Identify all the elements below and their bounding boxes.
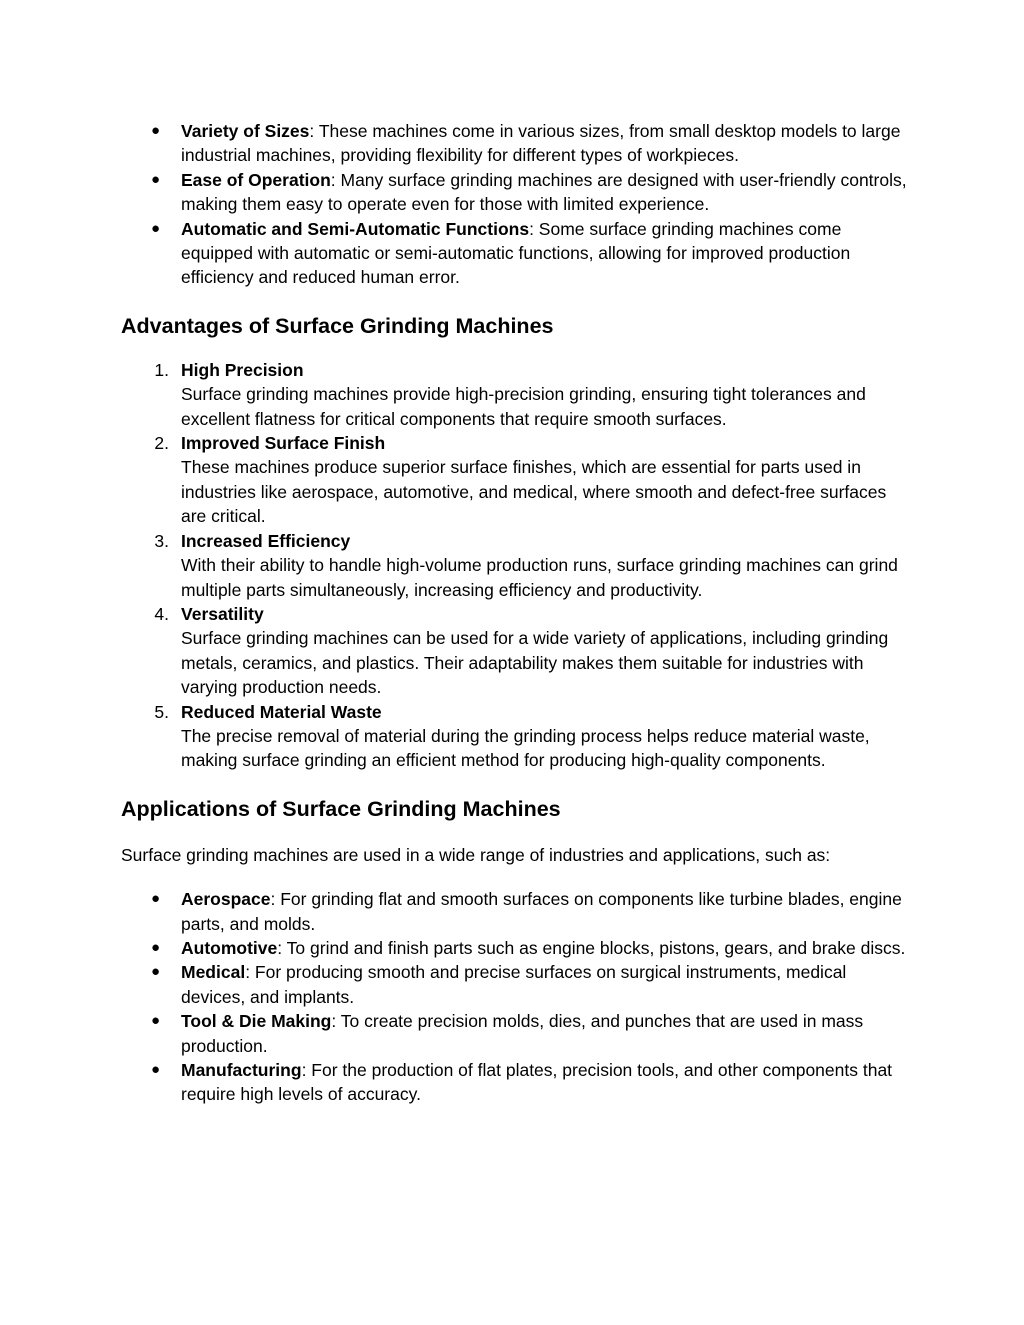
list-item — [121, 431, 911, 529]
document-content — [121, 119, 911, 1107]
item-text: : To create precision molds, dies, and punches that are used in mass production. — [181, 1011, 864, 1056]
item-title: Variety of Sizes — [181, 121, 310, 141]
bullet-icon: ● — [151, 1012, 161, 1030]
list-item — [121, 1009, 911, 1058]
bullet-icon: ● — [151, 1061, 161, 1078]
item-title: Increased Efficiency — [181, 530, 351, 551]
bullet-icon: ● — [151, 219, 161, 237]
feature-list — [121, 119, 911, 290]
applications-intro: Surface grinding machines are used in a wide range of industries and applications, such as: — [121, 844, 831, 865]
bullet-icon: ● — [151, 170, 161, 188]
item-title: Aerospace — [181, 889, 271, 910]
item-text: : These machines come in various sizes, from small desktop models to large industrial machines, providing flexibility for different types of workpieces. — [181, 121, 901, 166]
item-text: With their ability to handle high-volume production runs, surface grinding machines can grind multiple parts simultaneously, increasing efficiency and productivity. — [181, 555, 898, 600]
item-number: 2. — [154, 433, 169, 454]
item-number: 3. — [154, 530, 169, 551]
item-title: Automotive — [181, 937, 278, 958]
list-item — [121, 936, 911, 960]
item-text: : For producing smooth and precise surfaces on surgical instruments, medical devices, and implants. — [181, 962, 847, 1007]
item-number: 5. — [154, 701, 169, 722]
list-item — [121, 960, 911, 1009]
item-text: : Some surface grinding machines come equipped with automatic or semi-automatic functions, allowing for improved production efficiency and reduced human error. — [181, 218, 851, 288]
item-text: Surface grinding machines can be used for a wide variety of applications, including grinding metals, ceramics, and plastics. Their adaptability makes them suitable for industries with varying production needs. — [181, 628, 889, 698]
bullet-icon: ● — [151, 963, 161, 981]
item-text: : Many surface grinding machines are designed with user-friendly controls, making them easy to operate even for those with limited experience. — [181, 169, 907, 215]
item-text: Surface grinding machines provide high-precision grinding, ensuring tight tolerances and excellent flatness for critical components that require smooth surfaces. — [181, 384, 866, 429]
bullet-icon: ● — [151, 122, 161, 139]
list-item — [121, 700, 911, 773]
list-item — [121, 168, 911, 217]
item-text: : To grind and finish parts such as engine blocks, pistons, gears, and brake discs. — [277, 937, 906, 958]
item-text: : For grinding flat and smooth surfaces on components like turbine blades, engine parts, and molds. — [181, 889, 902, 934]
item-number: 4. — [154, 603, 169, 624]
list-item — [121, 602, 911, 700]
list-item — [121, 529, 911, 602]
applications-list — [121, 887, 911, 1107]
item-title: Tool & Die Making — [181, 1011, 332, 1032]
item-title: Medical — [181, 962, 246, 983]
item-title: Manufacturing — [181, 1060, 302, 1080]
list-item — [121, 119, 911, 168]
item-title: High Precision — [181, 359, 304, 380]
list-item — [121, 358, 911, 431]
item-title: Versatility — [181, 603, 264, 624]
item-title: Reduced Material Waste — [181, 701, 382, 722]
item-number: 1. — [154, 359, 169, 380]
bullet-icon: ● — [151, 938, 161, 956]
item-text: The precise removal of material during the grinding process helps reduce material waste, making surface grinding an efficient method for producing high-quality components. — [181, 725, 870, 771]
advantages-heading: Advantages of Surface Grinding Machines — [121, 313, 554, 338]
item-text: : For the production of flat plates, precision tools, and other components that require high levels of accuracy. — [181, 1060, 893, 1105]
item-title: Improved Surface Finish — [181, 433, 386, 454]
item-title: Ease of Operation — [181, 169, 331, 190]
item-title: Automatic and Semi-Automatic Functions — [181, 218, 530, 239]
advantages-list — [121, 358, 911, 773]
item-text: These machines produce superior surface finishes, which are essential for parts used in industries like aerospace, automotive, and medical, where smooth and defect-free surfaces are critical. — [181, 457, 887, 527]
list-item — [121, 217, 911, 290]
bullet-icon: ● — [151, 890, 161, 908]
list-item — [121, 1058, 911, 1107]
applications-heading: Applications of Surface Grinding Machines — [121, 796, 561, 821]
list-item — [121, 887, 911, 936]
